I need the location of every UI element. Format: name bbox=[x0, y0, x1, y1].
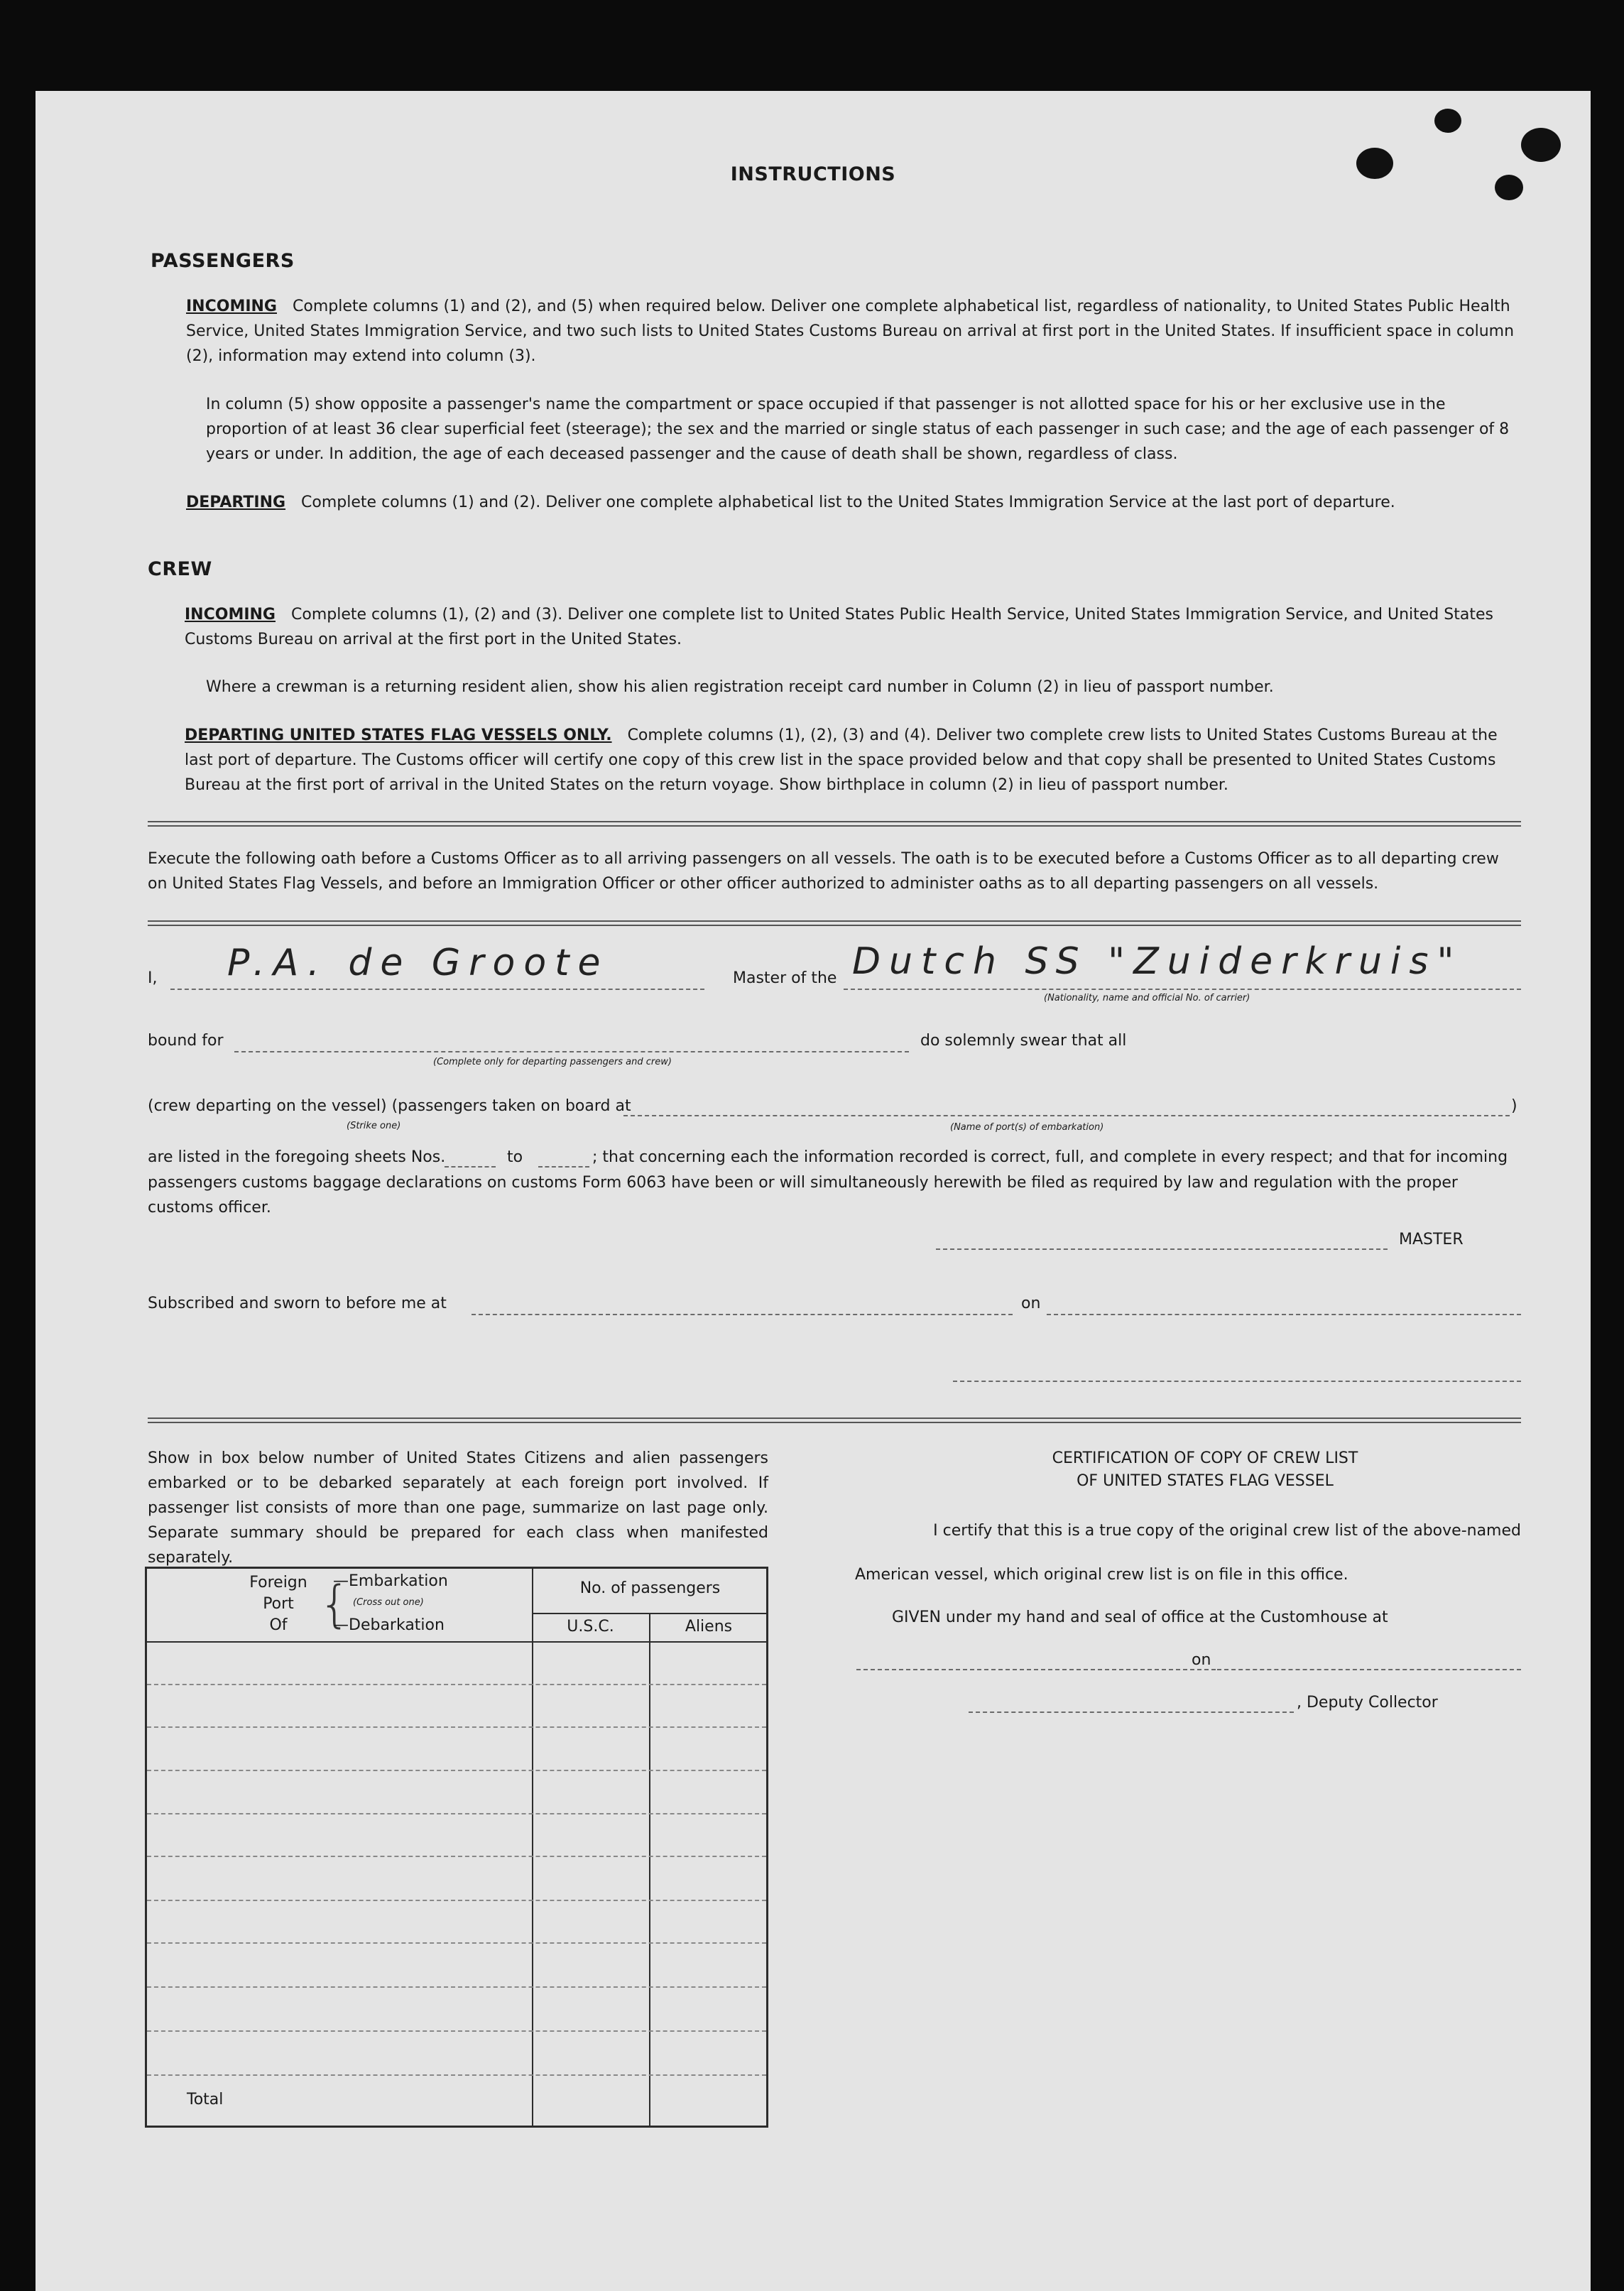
deputy-signature-line bbox=[969, 1712, 1294, 1713]
embarkation-port-line bbox=[623, 1115, 1510, 1116]
master-label: MASTER bbox=[1399, 1231, 1464, 1248]
customhouse-line bbox=[856, 1669, 1216, 1670]
table-header-of: Of bbox=[269, 1616, 288, 1634]
table-header-usc: U.S.C. bbox=[567, 1618, 614, 1636]
document-page bbox=[36, 91, 1591, 2291]
oath-instructions: Execute the following oath before a Customs Officer as to all arriving passengers on all vessels. The oath is to be executed before a Customs Officer as to all departing crew on United States Flag Vessels, and before an Immigration Officer or other officer authorized to administer oaths as to all departing passengers on all vessels. bbox=[148, 850, 1499, 893]
crew-incoming-paragraph bbox=[185, 602, 1521, 652]
table-row bbox=[147, 1770, 766, 1771]
divider bbox=[148, 1417, 1521, 1423]
summary-instructions: Show in box below number of United States Citizens and alien passengers embarked or to be debarked separately at each foreign port involved. If passenger list consists of more than one page, summarize on last page only. Separate summary should be prepared for each class when manifested separately. bbox=[148, 1449, 768, 1567]
certification-on-label: on bbox=[1192, 1651, 1211, 1669]
sworn-date-line bbox=[1047, 1314, 1521, 1315]
vessel-handwritten: Dutch SS "Zuiderkruis" bbox=[852, 940, 1463, 983]
officer-signature-line bbox=[953, 1381, 1521, 1382]
certification-date-line bbox=[1217, 1669, 1521, 1670]
table-header-foreign: Foreign bbox=[249, 1574, 307, 1591]
certification-title-line2: OF UNITED STATES FLAG VESSEL bbox=[1077, 1472, 1334, 1490]
brace: { bbox=[319, 1575, 351, 1633]
passengers-incoming-text: Complete columns (1) and (2), and (5) when required below. Deliver one complete alphabetical list, regardless of nationality, to United States Public Health Service, United States Immigration Service, and two such lists to United States Customs Bureau on arrival at first port in the United States. If insufficient space in column (2), information may extend into column (3). bbox=[186, 298, 1515, 365]
sheets-label: are listed in the foregoing sheets Nos. bbox=[148, 1148, 446, 1166]
oath-i-label: I, bbox=[148, 969, 158, 987]
table-row bbox=[147, 2074, 766, 2076]
sheets-text: ; that concerning each the information recorded is correct, full, and complete in every respect; and that for incoming bbox=[592, 1148, 1508, 1166]
table-row bbox=[147, 1942, 766, 1944]
sheet-from-line bbox=[445, 1166, 496, 1168]
passengers-incoming-paragraph bbox=[186, 294, 1521, 369]
passengers-departing-label: DEPARTING bbox=[186, 494, 286, 511]
sworn-place-line bbox=[472, 1314, 1013, 1315]
passengers-departing-paragraph bbox=[186, 490, 1521, 515]
subscribed-label: Subscribed and sworn to before me at bbox=[148, 1295, 447, 1312]
passengers-incoming-label: INCOMING bbox=[186, 298, 277, 315]
table-row bbox=[147, 1856, 766, 1857]
certification-text-line3: GIVEN under my hand and seal of office at the Customhouse at bbox=[892, 1609, 1388, 1626]
crew-incoming-label: INCOMING bbox=[185, 606, 276, 624]
ink-blot bbox=[1521, 128, 1561, 162]
sheet-to-line bbox=[538, 1166, 589, 1168]
crew-resident-paragraph: Where a crewman is a returning resident alien, show his alien registration receipt card number in Column (2) in lieu of passport number. bbox=[206, 678, 1274, 696]
certification-title-line1: CERTIFICATION OF COPY OF CREW LIST bbox=[1052, 1449, 1358, 1467]
table-header-num-passengers: No. of passengers bbox=[579, 1579, 721, 1597]
table-row bbox=[147, 1986, 766, 1988]
strike-caption: (Strike one) bbox=[347, 1121, 401, 1131]
table-row bbox=[147, 1684, 766, 1685]
vessel-line bbox=[844, 989, 1521, 990]
master-name-handwritten: P.A. de Groote bbox=[227, 942, 609, 984]
table-header-rule bbox=[147, 1641, 766, 1643]
bound-for-line bbox=[234, 1051, 909, 1052]
vessel-caption: (Nationality, name and official No. of carrier) bbox=[1044, 993, 1250, 1003]
table-column-divider bbox=[532, 1569, 533, 2126]
sheets-to-label: to bbox=[507, 1148, 523, 1166]
table-row bbox=[147, 2030, 766, 2032]
crew-departing-paragraph bbox=[185, 723, 1521, 798]
close-paren: ) bbox=[1511, 1097, 1517, 1115]
table-row bbox=[147, 1726, 766, 1728]
crew-passengers-label: (crew departing on the vessel) (passengers taken on board at bbox=[148, 1097, 631, 1115]
crew-departing-text: Complete columns (1), (2), (3) and (4). Deliver two complete crew lists to United States Customs Bureau at the last port of departure. The Customs officer will certify one copy of this crew list in the space provided below and that copy shall be presented to United States Customs Bureau at the first port of arrival in the United States on the return voyage. Show birthplace in column (2) in lieu of passport number. bbox=[185, 727, 1498, 794]
master-name-line bbox=[170, 989, 704, 990]
crew-heading: CREW bbox=[148, 558, 212, 580]
certification-text-line2: American vessel, which original crew list is on file in this office. bbox=[855, 1566, 1348, 1584]
table-header-port: Port bbox=[263, 1595, 294, 1613]
passengers-departing-text: Complete columns (1) and (2). Deliver one complete alphabetical list to the United States Immigration Service at the last port of departure. bbox=[301, 494, 1395, 511]
ink-blot bbox=[1434, 109, 1461, 133]
certification-text-line1: I certify that this is a true copy of the original crew list of the above-named bbox=[933, 1522, 1521, 1540]
master-of-label: Master of the bbox=[733, 969, 837, 987]
bound-for-caption: (Complete only for departing passengers and crew) bbox=[433, 1057, 672, 1067]
crew-departing-label: DEPARTING UNITED STATES FLAG VESSELS ONLY. bbox=[185, 727, 612, 744]
swear-label: do solemnly swear that all bbox=[920, 1032, 1127, 1050]
page-title: INSTRUCTIONS bbox=[730, 163, 896, 185]
passengers-heading: PASSENGERS bbox=[151, 250, 295, 272]
bound-for-label: bound for bbox=[148, 1032, 224, 1050]
port-caption: (Name of port(s) of embarkation) bbox=[950, 1122, 1104, 1133]
table-total-label: Total bbox=[187, 2091, 224, 2108]
baggage-declaration-text: passengers customs baggage declarations on customs Form 6063 have been or will simultaneously herewith be filed as required by law and regulation with the proper customs officer. bbox=[148, 1174, 1458, 1217]
table-header-aliens: Aliens bbox=[685, 1618, 733, 1636]
divider bbox=[148, 821, 1521, 827]
table-column-divider bbox=[649, 1614, 650, 2126]
table-row bbox=[147, 1900, 766, 1901]
crew-incoming-text: Complete columns (1), (2) and (3). Deliver one complete list to United States Public Health Service, United States Immigration Service, and United States Customs Bureau on arrival at the first port in the United States. bbox=[185, 606, 1493, 648]
master-signature-line bbox=[936, 1248, 1388, 1250]
passengers-column5-paragraph: In column (5) show opposite a passenger's name the compartment or space occupied if that passenger is not allotted space for his or her exclusive use in the proportion of at least 36 clear superficial feet (steerage); the sex and the married or single status of each passenger in such case; and the age of each passenger of 8 years or under. In addition, the age of each deceased passenger and the cause of death shall be shown, regardless of class. bbox=[206, 396, 1510, 463]
table-header-embarkation: —Embarkation bbox=[333, 1572, 448, 1590]
port-summary-table bbox=[145, 1567, 768, 2128]
table-header-cross-out: (Cross out one) bbox=[353, 1597, 424, 1608]
divider bbox=[148, 920, 1521, 926]
table-header-debarkation: —Debarkation bbox=[333, 1616, 445, 1634]
table-row bbox=[147, 1813, 766, 1814]
deputy-collector-label: , Deputy Collector bbox=[1297, 1694, 1438, 1712]
sworn-on-label: on bbox=[1021, 1295, 1041, 1312]
